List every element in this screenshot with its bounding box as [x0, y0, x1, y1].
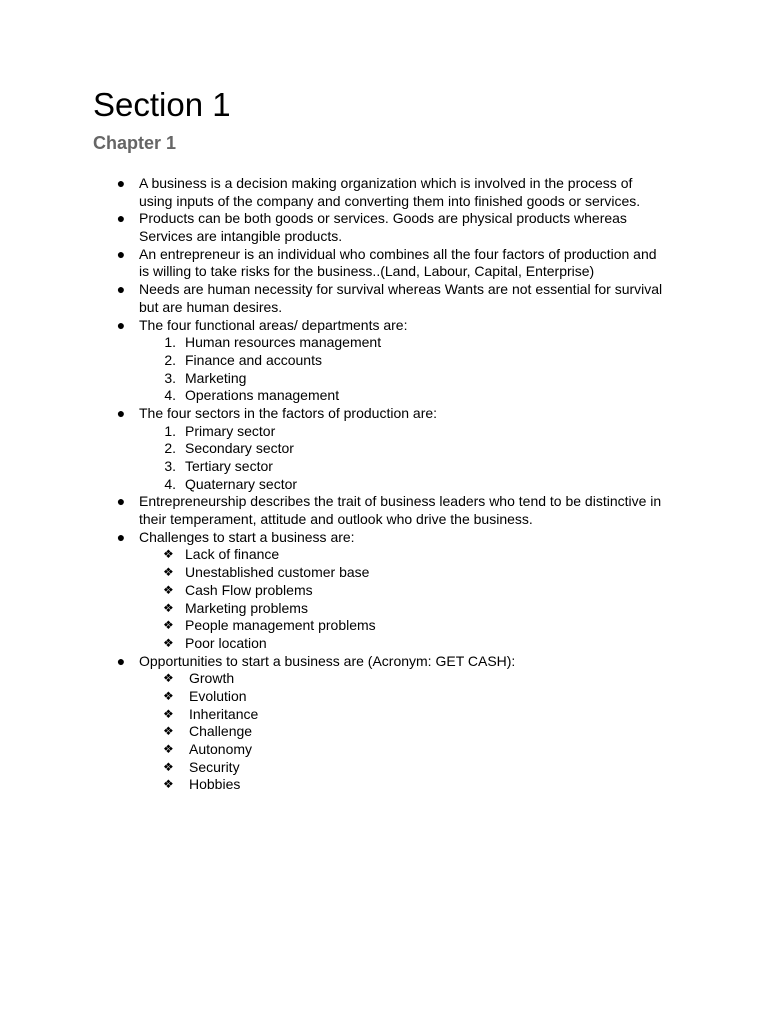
subitem-text: Lack of finance [185, 546, 280, 563]
subitem-text: Human resources management [185, 334, 382, 351]
list-item-text: but are human desires. [139, 298, 283, 315]
list-item-text: Entrepreneurship describes the trait of business leaders who tend to be distinctive in [139, 493, 662, 510]
diamond-bullet-icon: ❖ [163, 777, 174, 792]
numbered-subitem [0, 334, 768, 352]
list-item-text: A business is a decision making organization which is involved in the process of [139, 175, 633, 191]
subitem-text: Tertiary sector [185, 458, 273, 474]
bullet-icon: ● [116, 493, 126, 510]
diamond-subitem [0, 776, 768, 794]
subitem-text: Secondary sector [185, 440, 294, 457]
bullet-list [0, 175, 768, 794]
list-item-continuation [0, 299, 768, 317]
numbered-subitem [0, 387, 768, 405]
list-item-text: Products can be both goods or services. Goods are physical products whereas [139, 210, 627, 227]
subitem-text: Cash Flow problems [185, 581, 313, 598]
diamond-bullet-icon: ❖ [163, 618, 174, 633]
list-number: 1. [164, 422, 176, 439]
list-item-text: The four sectors in the factors of production are: [139, 404, 438, 421]
subitem-text: Primary sector [185, 422, 276, 439]
bullet-icon: ● [116, 281, 126, 298]
diamond-subitem [0, 600, 768, 618]
bullet-icon: ● [116, 404, 126, 421]
subitem-text: People management problems [185, 617, 376, 634]
list-item-text: their temperament, attitude and outlook who drive the business. [139, 511, 533, 528]
diamond-bullet-icon: ❖ [163, 706, 174, 721]
list-item-continuation [0, 193, 768, 211]
subitem-text: Growth [189, 670, 235, 687]
diamond-subitem [0, 546, 768, 564]
numbered-subitem [0, 476, 768, 494]
subitem-text: Unestablished customer base [185, 564, 370, 581]
list-item [0, 317, 768, 335]
diamond-subitem [0, 582, 768, 600]
diamond-subitem [0, 741, 768, 759]
list-item [0, 210, 768, 228]
list-item [0, 529, 768, 547]
subitem-text: Poor location [185, 634, 267, 651]
list-item [0, 281, 768, 299]
numbered-subitem [0, 458, 768, 476]
list-number: 2. [164, 351, 176, 368]
list-item-continuation [0, 263, 768, 281]
bullet-icon: ● [116, 316, 126, 333]
bullet-icon: ● [116, 652, 126, 669]
list-item [0, 405, 768, 423]
numbered-subitem [0, 352, 768, 370]
diamond-bullet-icon: ❖ [163, 759, 174, 774]
list-number: 3. [164, 458, 176, 474]
subitem-text: Quaternary sector [185, 475, 298, 492]
page-title: Section 1 [93, 86, 231, 123]
diamond-subitem [0, 617, 768, 635]
subitem-text: Security [189, 758, 240, 775]
list-item [0, 175, 768, 193]
subitem-text: Hobbies [189, 776, 241, 793]
subitem-text: Challenge [189, 723, 253, 740]
subitem-text: Marketing problems [185, 599, 308, 616]
list-item [0, 653, 768, 671]
subitem-text: Inheritance [189, 705, 259, 722]
numbered-subitem [0, 440, 768, 458]
list-item-text: is willing to take risks for the business..(Land, Labour, Capital, Enterprise) [139, 263, 595, 280]
subitem-text: Evolution [189, 687, 247, 704]
diamond-subitem [0, 759, 768, 777]
list-item [0, 246, 768, 264]
list-item-text: Needs are human necessity for survival whereas Wants are not essential for survival [139, 281, 663, 298]
list-item-text: Challenges to start a business are: [139, 528, 355, 545]
list-item [0, 493, 768, 511]
subitem-text: Marketing [185, 369, 247, 386]
bullet-icon: ● [116, 245, 126, 262]
subitem-text: Autonomy [189, 741, 253, 757]
list-item-text: An entrepreneur is an individual who combines all the four factors of production and [139, 245, 657, 262]
list-number: 4. [164, 387, 176, 404]
page-subtitle: Chapter 1 [93, 133, 177, 153]
bullet-icon: ● [116, 528, 126, 545]
diamond-subitem [0, 723, 768, 741]
numbered-subitem [0, 423, 768, 441]
diamond-bullet-icon: ❖ [163, 724, 174, 739]
diamond-bullet-icon: ❖ [163, 582, 174, 597]
list-item-continuation [0, 228, 768, 246]
list-item-text: Opportunities to start a business are (Acronym: GET CASH): [139, 652, 516, 669]
subitem-text: Finance and accounts [185, 351, 322, 368]
list-number: 4. [164, 475, 176, 492]
diamond-subitem [0, 706, 768, 724]
diamond-subitem [0, 670, 768, 688]
list-item-text: using inputs of the company and converting them into finished goods or services. [139, 192, 641, 209]
bullet-icon: ● [116, 175, 126, 191]
list-number: 2. [164, 440, 176, 457]
diamond-bullet-icon: ❖ [163, 671, 174, 686]
diamond-subitem [0, 635, 768, 653]
diamond-bullet-icon: ❖ [163, 547, 174, 562]
diamond-bullet-icon: ❖ [163, 688, 174, 703]
subitem-text: Operations management [185, 387, 340, 404]
list-item-continuation [0, 511, 768, 529]
list-item-text: Services are intangible products. [139, 228, 343, 245]
diamond-subitem [0, 688, 768, 706]
diamond-bullet-icon: ❖ [163, 600, 174, 615]
diamond-bullet-icon: ❖ [163, 635, 174, 650]
diamond-bullet-icon: ❖ [163, 742, 174, 756]
list-number: 1. [164, 334, 176, 351]
diamond-bullet-icon: ❖ [163, 565, 174, 580]
bullet-icon: ● [116, 210, 126, 227]
list-item-text: The four functional areas/ departments are: [139, 316, 408, 333]
diamond-subitem [0, 564, 768, 582]
numbered-subitem [0, 370, 768, 388]
list-number: 3. [164, 369, 176, 386]
